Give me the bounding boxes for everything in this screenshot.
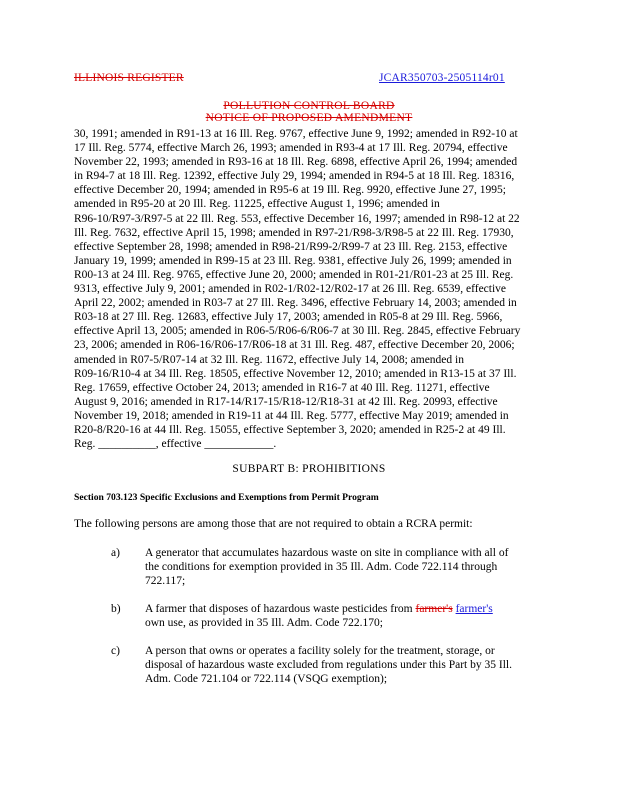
section-heading: Section 703.123 Specific Exclusions and Exemptions from Permit Program	[74, 492, 379, 503]
item-line: own use, as provided in 35 Ill. Adm. Code 722.170;	[145, 617, 383, 630]
item-line-text: A farmer that disposes of hazardous waste pesticides from	[145, 603, 416, 615]
history-line: R20-8/R20-16 at 44 Ill. Reg. 15055, effective September 3, 2020; amended in R25-2 at 49 Ill.	[74, 423, 506, 436]
item-marker: c)	[111, 645, 120, 657]
item-line: A person that owns or operates a facility solely for the treatment, storage, or	[145, 645, 495, 657]
item-text	[145, 644, 565, 686]
item-line: the conditions for exemption provided in 35 Ill. Adm. Code 722.114 through	[145, 561, 498, 574]
history-line: Reg. 17659, effective October 24, 2013; amended in R16-7 at 40 Ill. Reg. 11271, effective	[74, 381, 490, 394]
item-line: 722.117;	[145, 575, 186, 588]
history-line: R96-10/R97-3/R97-5 at 22 Ill. Reg. 553, effective December 16, 1997; amended in R98-12 at 22	[74, 212, 520, 225]
inserted-text: farmer's	[455, 603, 493, 615]
item-line	[145, 602, 565, 616]
history-line: R09-16/R10-4 at 34 Ill. Reg. 18505, effective November 12, 2010; amended in R13-15 at 37 Ill.	[74, 367, 517, 380]
history-line: August 9, 2016; amended in R17-14/R17-15/R18-12/R18-31 at 42 Ill. Reg. 20993, effective	[74, 395, 498, 408]
item-line: Adm. Code 721.104 or 722.114 (VSQG exemption);	[145, 673, 388, 686]
item-line: disposal of hazardous waste excluded from regulations under this Part by 35 Ill.	[145, 659, 512, 672]
history-line: 9313, effective July 9, 2001; amended in R02-1/R02-12/R02-17 at 26 Ill. Reg. 6539, effective	[74, 283, 507, 296]
notice-title: NOTICE OF PROPOSED AMENDMENT	[205, 112, 413, 124]
history-line: 17 Ill. Reg. 5774, effective March 26, 1993; amended in R93-4 at 17 Ill. Reg. 20794, effective	[74, 142, 508, 155]
history-line: Reg. __________, effective ____________.	[74, 438, 277, 451]
item-marker: a)	[111, 547, 120, 559]
history-line: April 22, 2002; amended in R03-7 at 27 Ill. Reg. 3496, effective February 14, 2003; amended in	[74, 297, 517, 310]
section-intro: The following persons are among those that are not required to obtain a RCRA permit:	[74, 518, 473, 530]
history-line: November 19, 2018; amended in R19-11 at 44 Ill. Reg. 5777, effective May 2019; amended in	[74, 409, 509, 422]
subpart-heading: SUBPART B: PROHIBITIONS	[232, 463, 386, 475]
history-line: amended in R07-5/R07-14 at 32 Ill. Reg. 11672, effective July 14, 2008; amended in	[74, 353, 464, 366]
history-line: effective April 13, 2005; amended in R06-5/R06-6/R06-7 at 30 Ill. Reg. 2845, effective February	[74, 325, 521, 338]
history-line: R00-13 at 24 Ill. Reg. 9765, effective June 20, 2000; amended in R01-21/R01-23 at 25 Ill. Reg.	[74, 268, 514, 281]
deleted-text: farmer's	[415, 603, 453, 615]
agency-name: POLLUTION CONTROL BOARD	[223, 100, 395, 112]
history-line: Ill. Reg. 7632, effective April 15, 1998; amended in R97-21/R98-3/R98-5 at 22 Ill. Reg. 17930,	[74, 226, 514, 239]
item-text	[145, 602, 565, 630]
history-line: R03-18 at 27 Ill. Reg. 12683, effective July 17, 2003; amended in R05-8 at 29 Ill. Reg. 5966,	[74, 311, 503, 324]
history-line: effective December 20, 1994; amended in R95-6 at 19 Ill. Reg. 9920, effective June 27, 1995;	[74, 184, 506, 197]
item-line: A generator that accumulates hazardous waste on site in compliance with all of	[145, 547, 509, 559]
history-line: 30, 1991; amended in R91-13 at 16 Ill. Reg. 9767, effective June 9, 1992; amended in R92-10 at	[74, 128, 518, 140]
history-line: 23, 2006; amended in R06-16/R06-17/R06-18 at 31 Ill. Reg. 487, effective December 20, 2006;	[74, 339, 515, 352]
history-line: in R94-7 at 18 Ill. Reg. 12392, effective July 29, 1994; amended in R94-5 at 18 Ill. Reg. 18316,	[74, 170, 515, 183]
history-line: November 22, 1993; amended in R93-16 at 18 Ill. Reg. 6898, effective April 26, 1994; amended	[74, 156, 518, 169]
history-line: January 19, 1999; amended in R99-15 at 23 Ill. Reg. 9381, effective July 26, 1999; amended in	[74, 254, 512, 267]
item-text	[145, 546, 565, 588]
register-header: ILLINOIS REGISTER	[74, 72, 184, 84]
history-line: effective September 28, 1998; amended in R98-21/R99-2/R99-7 at 23 Ill. Reg. 2153, effective	[74, 240, 508, 253]
source-history	[74, 127, 552, 451]
history-line: amended in R95-20 at 20 Ill. Reg. 11225, effective August 1, 1996; amended in	[74, 198, 440, 211]
document-code: JCAR350703-2505114r01	[379, 72, 505, 84]
item-marker: b)	[111, 603, 121, 615]
